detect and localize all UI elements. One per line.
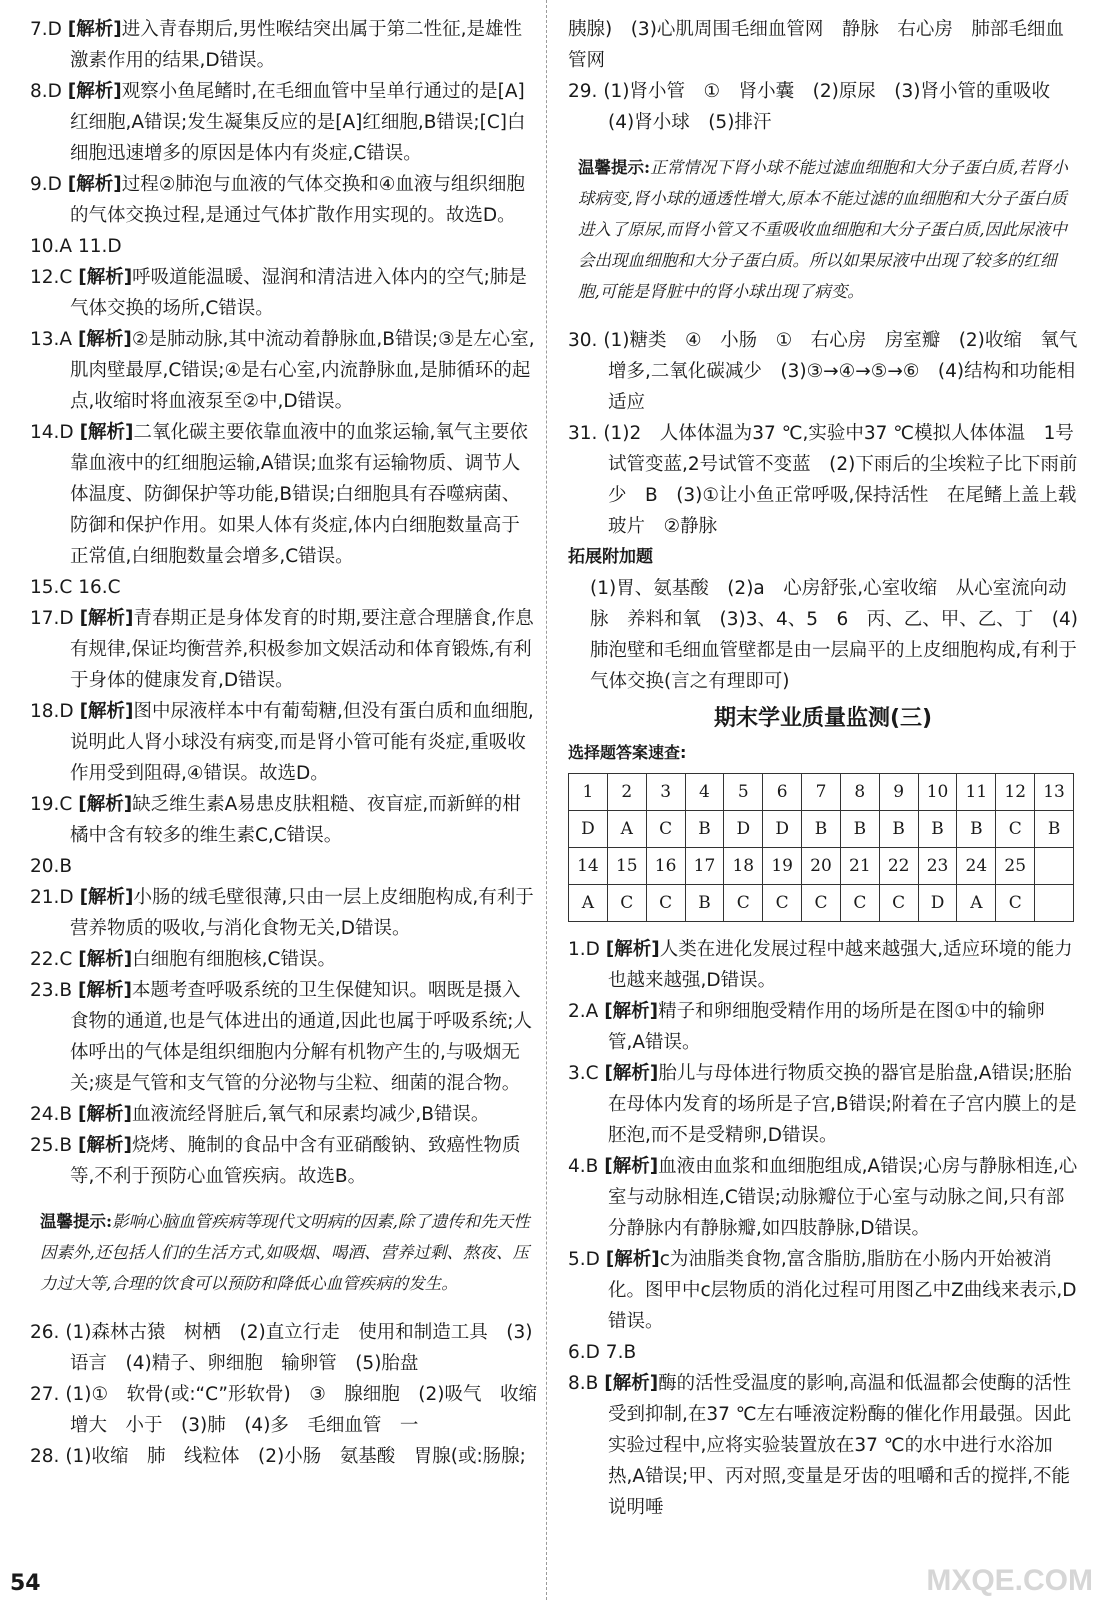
answer-text: 缺乏维生素A易患皮肤粗糙、夜盲症,而新鲜的柑橘中含有较多的维生素C,C错误。 [70,794,521,846]
answer-item [568,325,1078,418]
extension-answer: (1)胃、氨基酸 (2)a 心房舒张,心室收缩 从心室流向动脉 养料和氧 (3)3、4、5 6 丙、乙、甲、乙、丁 (4)肺泡壁和毛细血管壁都是由一层扁平的上皮细胞构成,有利于气体交换(言之有理即可) [590,578,1078,692]
answer-table-cell: B [685,811,724,848]
answer-number: 8.B [568,1373,599,1394]
answer-table-cell: 15 [607,848,646,885]
answer-table-cell: 25 [996,848,1035,885]
analysis-tag: [解析] [79,422,134,443]
answer-item [30,1099,538,1130]
answer-text: 11.D [77,236,122,257]
answer-item [568,76,1078,138]
answer-item [30,789,538,851]
answer-text: 呼吸道能温暖、湿润和清洁进入体内的空气;肺是气体交换的场所,C错误。 [70,267,527,319]
answer-table-cell: D [763,811,802,848]
answer-number: 27. [30,1384,60,1405]
analysis-tag: [解析] [78,1135,132,1156]
answer-item [30,882,538,944]
left-answer-list [30,14,538,1192]
answer-table-cell: 20 [802,848,841,885]
answer-text: 16.C [78,577,121,598]
analysis-tag: [解析] [78,980,132,1001]
right-answer-list-bottom [568,934,1078,1523]
answer-table-cell: 7 [802,774,841,811]
answer-table-cell: 18 [724,848,763,885]
answer-text: 人类在进化发展过程中越来越强大,适应环境的能力也越来越强,D错误。 [608,939,1073,991]
answer-text: (1)糖类 ④ 小肠 ① 右心房 房室瓣 (2)收缩 氧气增多,二氧化碳减少 (3)③→④→⑤→⑥ (4)结构和功能相适应 [603,330,1078,413]
answer-item [568,996,1078,1058]
analysis-tag: [解析] [78,794,133,815]
answer-number: 14.D [30,422,74,443]
tip-label: 温馨提示: [40,1212,113,1231]
answer-table-cell: 16 [646,848,685,885]
answer-item [568,1368,1078,1523]
answer-text: 胰腺) (3)心肌周围毛细血管网 静脉 右心房 肺部毛细血管网 [568,19,1064,71]
answer-item [568,1058,1078,1151]
analysis-tag: [解析] [79,701,134,722]
answer-table-cell [1035,885,1074,922]
quick-check-title: 选择题答案速查: [568,743,687,762]
answer-item [568,934,1078,996]
answer-table-cell: B [879,811,918,848]
answer-text: 血液由血浆和血细胞组成,A错误;心房与静脉相连,心室与动脉相连,C错误;动脉瓣位于心室与动脉之间,只有部分静脉内有静脉瓣,如四肢静脉,D错误。 [608,1156,1078,1239]
tip-label: 温馨提示: [578,158,651,177]
answer-item [30,603,538,696]
answer-item [30,944,538,975]
tip-text: 影响心脑血管疾病等现代文明病的因素,除了遗传和先天性因素外,还包括人们的生活方式,如吸烟、喝酒、营养过剩、熬夜、压力过大等,合理的饮食可以预防和降低心血管疾病的发生。 [40,1212,530,1293]
analysis-tag: [解析] [605,939,660,960]
answer-table-cell: B [957,811,996,848]
answer-table-cell: 5 [724,774,763,811]
analysis-tag: [解析] [605,1249,660,1270]
answer-item [30,169,538,231]
answer-text: 小肠的绒毛壁很薄,只由一层上皮细胞构成,有利于营养物质的吸收,与消化食物无关,D错误。 [70,887,534,939]
answer-table-cell: D [724,811,763,848]
answer-text: 观察小鱼尾鳍时,在毛细血管中呈单行通过的是[A]红细胞,A错误;发生凝集反应的是[A]红细胞,B错误;[C]白细胞迅速增多的原因是体内有炎症,C错误。 [70,81,526,164]
answer-number: 17.D [30,608,74,629]
answer-text: 烧烤、腌制的食品中含有亚硝酸钠、致癌性物质等,不利于预防心血管疾病。故选B。 [70,1135,521,1187]
answer-number: 30. [568,330,598,351]
answer-table-row [569,885,1074,922]
answer-item [30,572,538,603]
answer-table-cell: B [1035,811,1074,848]
page-number: 54 [10,1571,41,1596]
answer-item [568,1151,1078,1244]
answer-item [30,262,538,324]
answer-number: 26. [30,1322,60,1343]
answer-number: 28. [30,1446,60,1467]
answer-table-cell: C [840,885,879,922]
answer-table-cell: 3 [646,774,685,811]
answer-table-cell: 19 [763,848,802,885]
answer-number: 18.D [30,701,74,722]
watermark-logo: MXQE.COM [926,1564,1093,1597]
answer-item [30,76,538,169]
answer-text: 血液流经肾脏后,氧气和尿素均减少,B错误。 [131,1104,490,1125]
answer-text: 过程②肺泡与血液的气体交换和④血液与组织细胞的气体交换过程,是通过气体扩散作用实现的。故选D。 [70,174,525,226]
answer-table-row [569,811,1074,848]
answer-table-cell: 23 [918,848,957,885]
answer-number: 25.B [30,1135,73,1156]
answer-item [30,1317,538,1379]
tip-text: 正常情况下肾小球不能过滤血细胞和大分子蛋白质,若肾小球病变,肾小球的通透性增大,原本不能过滤的血细胞和大分子蛋白质进入了原尿,而肾小管又不重吸收血细胞和大分子蛋白质,因此尿液中会出现血细胞和大分子蛋白质。所以如果尿液中出现了较多的红细胞,可能是肾脏中的肾小球出现了病变。 [578,158,1068,301]
answer-table-cell: 12 [996,774,1035,811]
answer-table-cell: 14 [569,848,608,885]
tip-box-2 [568,142,1078,321]
answer-number: 20.B [30,856,73,877]
answer-number: 31. [568,423,598,444]
analysis-tag: [解析] [78,1104,132,1125]
analysis-tag: [解析] [67,19,122,40]
answer-item [30,417,538,572]
answer-table-cell: 8 [840,774,879,811]
answer-table-cell: 6 [763,774,802,811]
answer-text: 进入青春期后,男性喉结突出属于第二性征,是雄性激素作用的结果,D错误。 [70,19,522,71]
answer-number: 12.C [30,267,73,288]
answer-table-cell: 1 [569,774,608,811]
answer-number: 19.C [30,794,73,815]
answer-number: 13.A [30,329,73,350]
answer-table-cell: C [996,885,1035,922]
analysis-tag: [解析] [67,81,122,102]
answer-item [30,851,538,882]
analysis-tag: [解析] [604,1373,659,1394]
column-divider [546,0,547,1600]
answer-table-cell: C [646,885,685,922]
answer-table-cell: B [918,811,957,848]
answer-text: (1)森林古猿 树栖 (2)直立行走 使用和制造工具 (3)语言 (4)精子、卵细胞 输卵管 (5)胎盘 [65,1322,533,1374]
answer-item [30,696,538,789]
analysis-tag: [解析] [67,174,122,195]
answer-table-cell: D [569,811,608,848]
answer-number: 8.D [30,81,62,102]
answer-number: 3.C [568,1063,599,1084]
right-answer-list-mid [568,325,1078,542]
answer-item [30,14,538,76]
answer-table-cell: 24 [957,848,996,885]
answer-table-cell: C [763,885,802,922]
answer-table-cell: C [646,811,685,848]
answer-number: 29. [568,81,598,102]
analysis-tag: [解析] [604,1156,659,1177]
analysis-tag: [解析] [604,1063,659,1084]
answer-number: 4.B [568,1156,599,1177]
answer-table-cell: A [607,811,646,848]
answer-number: 24.B [30,1104,73,1125]
analysis-tag: [解析] [79,608,134,629]
answer-table-cell: A [957,885,996,922]
answer-text: 胎儿与母体进行物质交换的器官是胎盘,A错误;胚胎在母体内发育的场所是子宫,B错误;附着在子宫内膜上的是胚泡,而不是受精卵,D错误。 [608,1063,1077,1146]
analysis-tag: [解析] [77,329,132,350]
answer-table-cell: 21 [840,848,879,885]
answer-item [568,14,1078,76]
analysis-tag: [解析] [79,887,134,908]
answer-number: 10.A [30,236,73,257]
answer-number: 23.B [30,980,73,1001]
answer-text: 图中尿液样本中有葡萄糖,但没有蛋白质和血细胞,说明此人肾小球没有病变,而是肾小管可能有炎症,重吸收作用受到阻碍,④错误。故选D。 [70,701,534,784]
answer-number: 1.D [568,939,600,960]
answer-item [30,975,538,1099]
answer-text: (1)① 软骨(或:“C”形软骨) ③ 腺细胞 (2)吸气 收缩 增大 小于 (3)肺 (4)多 毛细血管 一 [65,1384,556,1436]
answer-table-cell [1035,848,1074,885]
left-column [30,14,556,1472]
left-answer-list-2 [30,1317,556,1472]
answer-table-cell: B [685,885,724,922]
answer-number: 2.A [568,1001,599,1022]
answer-item [568,418,1078,542]
answer-table-cell: B [840,811,879,848]
answer-text: (1)收缩 肺 线粒体 (2)小肠 氨基酸 胃腺(或:肠腺; [65,1446,526,1467]
answer-number: 7.D [30,19,62,40]
answer-table [568,773,1074,922]
section-title: 期末学业质量监测(三) [713,706,933,731]
answer-number: 5.D [568,1249,600,1270]
answer-item [30,324,538,417]
answer-text: ②是肺动脉,其中流动着静脉血,B错误;③是左心室,肌肉壁最厚,C错误;④是右心室,内流静脉血,是肺循环的起点,收缩时将血液泵至②中,D错误。 [70,329,535,412]
answer-table-cell: D [918,885,957,922]
answer-table-row [569,848,1074,885]
answer-table-cell: 10 [918,774,957,811]
answer-text: 本题考查呼吸系统的卫生保健知识。咽既是摄入食物的通道,也是气体进出的通道,因此也属于呼吸系统;人体呼出的气体是组织细胞内分解有机物产生的,与吸烟无关;痰是气管和支气管的分泌物与尘粒、细菌的混合物。 [70,980,532,1094]
answer-number: 22.C [30,949,73,970]
answer-table-cell: 4 [685,774,724,811]
answer-text: c为油脂类食物,富含脂肪,脂肪在小肠内开始被消化。图甲中c层物质的消化过程可用图乙中Z曲线来表示,D错误。 [608,1249,1077,1332]
answer-table-cell: C [724,885,763,922]
answer-table-cell: 17 [685,848,724,885]
answer-number: 21.D [30,887,74,908]
answer-item [30,231,538,262]
right-column [568,14,1078,1523]
answer-text: (1)2 人体体温为37 ℃,实验中37 ℃模拟人体体温 1号试管变蓝,2号试管不变蓝 (2)下雨后的尘埃粒子比下雨前少 B (3)①让小鱼正常呼吸,保持活性 在尾鳍上盖上载玻片 ②静脉 [603,423,1078,537]
answer-table-row [569,774,1074,811]
answer-item [30,1130,538,1192]
answer-text: (1)肾小管 ① 肾小囊 (2)原尿 (3)肾小管的重吸收 (4)肾小球 (5)排汗 [603,81,1069,133]
answer-text: 7.B [605,1342,637,1363]
answer-item [568,1337,1078,1368]
answer-item [30,1379,556,1441]
extension-title: 拓展附加题 [568,547,653,567]
answer-item [568,1244,1078,1337]
answer-table-cell: C [996,811,1035,848]
answer-table-cell: 13 [1035,774,1074,811]
answer-table-cell: 9 [879,774,918,811]
analysis-tag: [解析] [78,949,133,970]
answer-text: 精子和卵细胞受精作用的场所是在图①中的输卵管,A错误。 [608,1001,1045,1053]
answer-item [30,1441,538,1472]
answer-number: 9.D [30,174,62,195]
answer-table-cell: 22 [879,848,918,885]
answer-number: 15.C [30,577,73,598]
answer-text: 青春期正是身体发育的时期,要注意合理膳食,作息有规律,保证均衡营养,积极参加文娱活动和体育锻炼,有利于身体的健康发育,D错误。 [70,608,534,691]
answer-table-cell: B [802,811,841,848]
answer-table-cell: C [802,885,841,922]
answer-table-cell: A [569,885,608,922]
answer-text: 酶的活性受温度的影响,高温和低温都会使酶的活性受到抑制,在37 ℃左右唾液淀粉酶的催化作用最强。因此实验过程中,应将实验装置放在37 ℃的水中进行水浴加热,A错误;甲、丙对照,变量是牙齿的咀嚼和舌的搅拌,不能说明唾 [608,1373,1072,1518]
answer-table-cell: C [879,885,918,922]
analysis-tag: [解析] [78,267,133,288]
answer-table-cell: C [607,885,646,922]
analysis-tag: [解析] [604,1001,659,1022]
answer-text: 二氧化碳主要依靠血液中的血浆运输,氧气主要依靠血液中的红细胞运输,A错误;血浆有运输物质、调节人体温度、防御保护等功能,B错误;白细胞具有吞噬病菌、防御和保护作用。如果人体有炎症,体内白细胞数量高于正常值,白细胞数量会增多,C错误。 [70,422,528,567]
tip-box-1 [30,1196,538,1313]
answer-number: 6.D [568,1342,600,1363]
right-answer-list-top [568,14,1078,138]
answer-table-cell: 2 [607,774,646,811]
answer-table-cell: 11 [957,774,996,811]
answer-text: 白细胞有细胞核,C错误。 [132,949,336,970]
